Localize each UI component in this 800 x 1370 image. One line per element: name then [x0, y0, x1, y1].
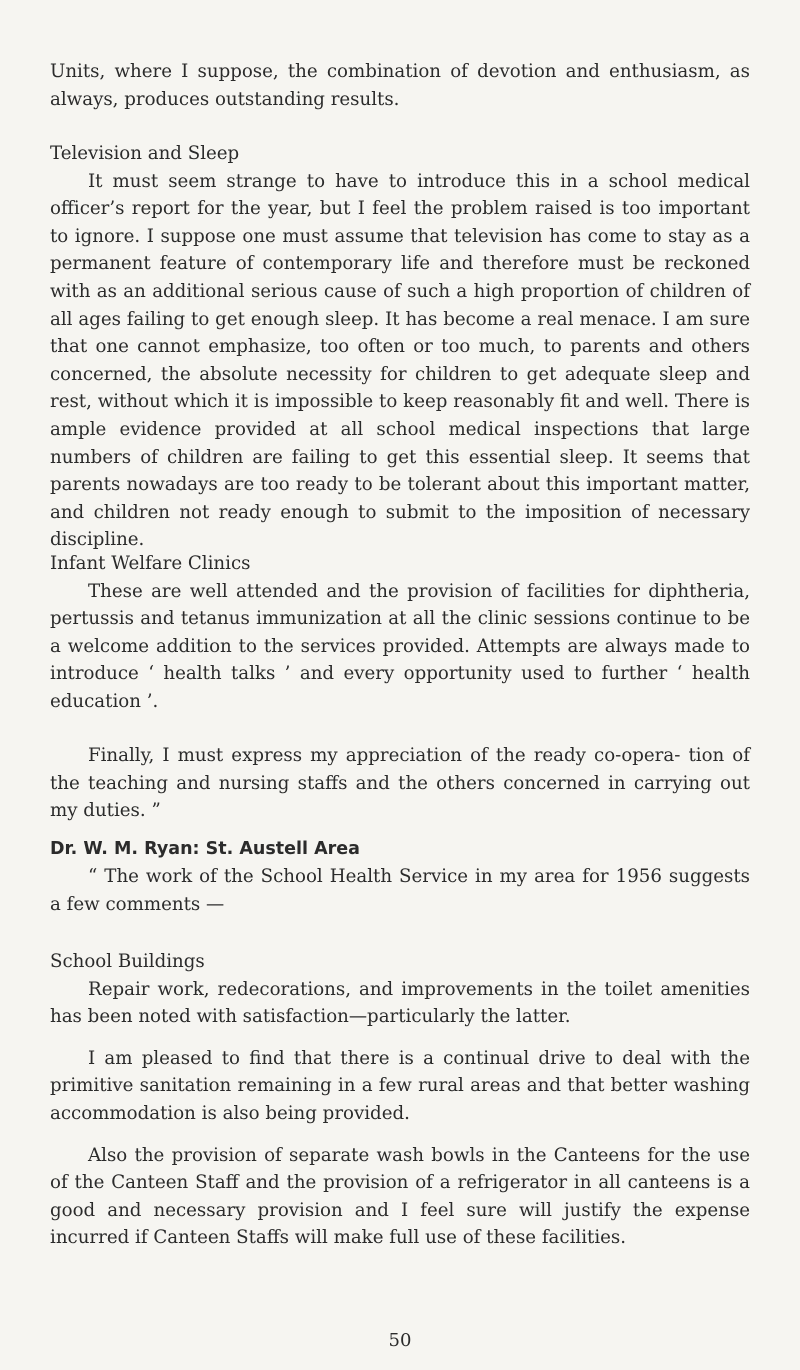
heading-school-buildings: School Buildings — [50, 951, 205, 972]
ryan-report-intro: “ The work of the School Health Service in my area for 1956 suggests a few comments — — [50, 866, 750, 915]
school-buildings-paragraph-1: Repair work, redecorations, and improvements in the toilet amenities has been noted with satisfaction—particularly the latter. — [50, 978, 750, 1028]
intro-paragraph-block — [50, 58, 750, 113]
section-ryan-report — [50, 836, 750, 918]
intro-paragraph: Units, where I suppose, the combination of devotion and enthusiasm, as always, produces outstanding results. — [50, 61, 750, 110]
closing-paragraph: Finally, I must express my appreciation of the ready co-opera- tion of the teaching and nursing staffs and the others concerned in carrying out my duties. ” — [50, 745, 750, 822]
section-school-buildings — [50, 948, 750, 1252]
section-television-sleep — [50, 140, 750, 554]
section-infant-welfare — [50, 550, 750, 716]
heading-television-sleep: Television and Sleep — [50, 143, 240, 164]
closing-paragraph-block — [50, 742, 750, 825]
television-sleep-paragraph: It must seem strange to have to introduce this in a school medical officer’s report for the year, but I feel the problem raised is too important to ignore. I suppose one must assume that television has come to stay as a permanent feature of contemporary life and therefore must be reckoned with as an additional serious cause of such a high proportion of children of all ages failing to get enough sleep. It has become a real menace. I am sure that one cannot emphasize, too often or too much, to parents and others concerned, the absolute necessity for children to get adequate sleep and rest, without which it is impossible to keep reasonably fit and well. There is ample evidence provided at all school medical inspections that large numbers of children are failing to get this essential sleep. It seems that parents nowadays are too ready to be tolerant about this important matter, and children not ready enough to submit to the imposition of necessary discipline. — [50, 170, 750, 551]
page-number: 50 — [388, 1330, 412, 1351]
heading-infant-welfare: Infant Welfare Clinics — [50, 553, 251, 574]
school-buildings-paragraph-2: I am pleased to find that there is a continual drive to deal with the primitive sanitation remaining in a few rural areas and that better washing accommodation is also being provided. — [50, 1047, 750, 1124]
school-buildings-paragraph-3: Also the provision of separate wash bowls in the Canteens for the use of the Canteen Staff and the provision of a refrigerator in all canteens is a good and necessary provision and I feel sure will justify the expense incurred if Canteen Staffs will make full use of these facilities. — [50, 1144, 750, 1249]
infant-welfare-paragraph: These are well attended and the provision of facilities for diphtheria, pertussis and tetanus immunization at all the clinic sessions continue to be a welcome addition to the services provided. Attempts are always made to introduce ‘ health talks ’ and every opportunity used to further ‘ health education ’. — [50, 580, 750, 712]
heading-ryan-report: Dr. W. M. Ryan: St. Austell Area — [50, 839, 360, 859]
